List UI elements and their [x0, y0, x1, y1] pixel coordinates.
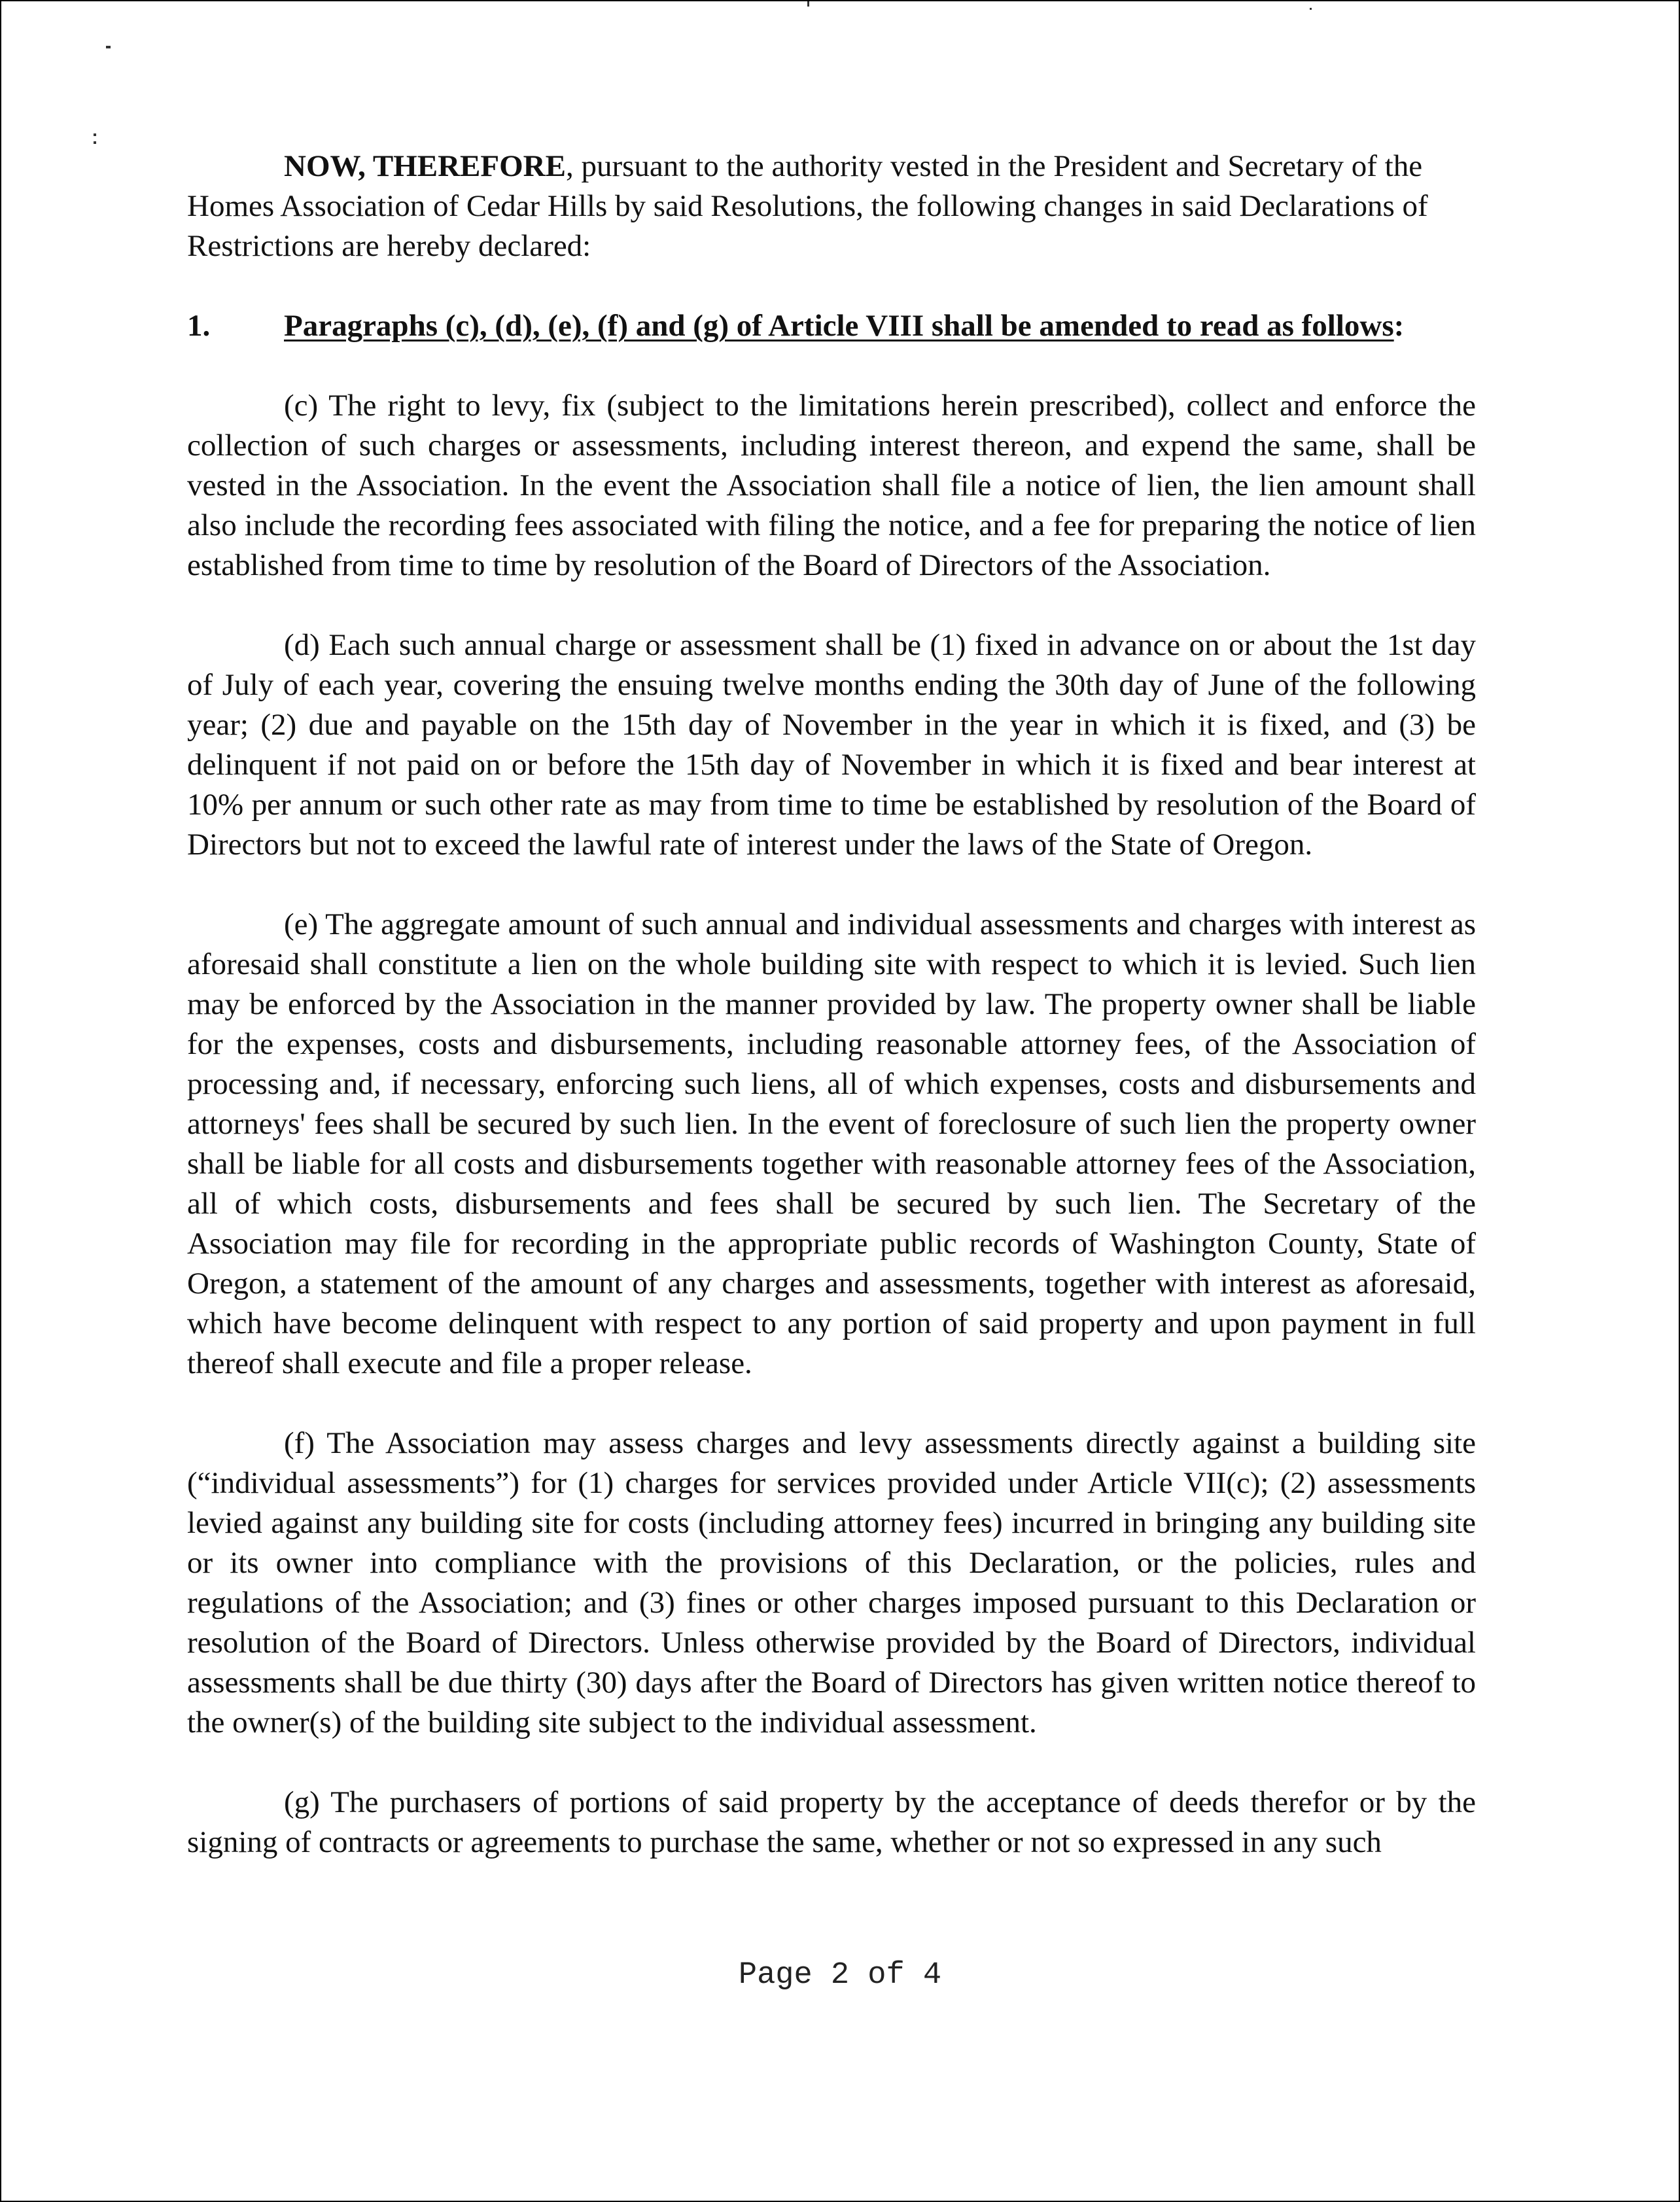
document-body: [187, 147, 1476, 1862]
section-heading-text: [284, 306, 1404, 346]
paragraph-e: (e) The aggregate amount of such annual and individual assessments and charges with interest as aforesaid shall constitute a lien on the whole building site with respect to which it is levied. Such lien may be enforced by the Association in the manner provided by law. The property owner shall be liable for the expenses, costs and disbursements, including reasonable attorney fees, of the Association of processing and, if necessary, enforcing such liens, all of which expenses, costs and disbursements and attorneys' fees shall be secured by such lien. In the event of foreclosure of such lien the property owner shall be liable for all costs and disbursements together with reasonable attorney fees of the Association, all of which costs, disbursements and fees shall be secured by such lien. The Secretary of the Association may file for recording in the appropriate public records of Washington County, State of Oregon, a statement of the amount of any charges and assessments, together with interest as aforesaid, which have become delinquent with respect to any portion of said property and upon payment in full thereof shall execute and file a proper release.: [187, 907, 1476, 1380]
paragraph-g: (g) The purchasers of portions of said property by the acceptance of deeds therefor or by the signing of contracts or agreements to purchase the same, whether or not so expressed in any such: [187, 1785, 1476, 1859]
page-number: Page 2 of 4: [738, 1958, 942, 1993]
paragraph-f: (f) The Association may assess charges and levy assessments directly against a building site (“individual assessments”) for (1) charges for services provided under Article VII(c); (2) assessments levied against any building site for costs (including attorney fees) incurred in bringing any building site or its owner into compliance with the provisions of this Declaration, or the policies, rules and regulations of the Association; and (3) fines or other charges imposed pursuant to this Declaration or resolution of the Board of Directors. Unless otherwise provided by the Board of Directors, individual assessments shall be due thirty (30) days after the Board of Directors has given written notice thereof to the owner(s) of the building site subject to the individual assessment.: [187, 1426, 1476, 1739]
paragraph-d: (d) Each such annual charge or assessment shall be (1) fixed in advance on or about the 1st day of July of each year, covering the ensuing twelve months ending the 30th day of June of the following year; (2) due and payable on the 15th day of November in the year in which it is fixed, and (3) be delinquent if not paid on or before the 15th day of November in which it is fixed and bear interest at 10% per annum or such other rate as may from time to time be established by resolution of the Board of Directors but not to exceed the lawful rate of interest under the laws of the State of Oregon.: [187, 628, 1476, 862]
section-heading: [187, 306, 1476, 346]
intro-paragraph: [187, 147, 1476, 266]
intro-lead: NOW, THEREFORE: [284, 149, 566, 183]
section-title: Paragraphs (c), (d), (e), (f) and (g) of Article VIII shall be amended to read as follows: [284, 309, 1394, 343]
section-title-suffix: :: [1393, 309, 1405, 343]
paragraph-c: (c) The right to levy, fix (subject to the limitations herein prescribed), collect and enforce the collection of such charges or assessments, including interest thereon, and expend the same, shall be vested in the Association. In the event the Association shall file a notice of lien, the lien amount shall also include the recording fees associated with filing the notice, and a fee for preparing the notice of lien established from time to time by resolution of the Board of Directors of the Association.: [187, 389, 1476, 582]
intro-text: , pursuant to the authority vested in the President and Secretary of the Homes Association of Cedar Hills by said Resolutions, the following changes in said Declarations of Restrictions are hereby declared:: [187, 149, 1428, 263]
section-number: 1.: [187, 309, 211, 343]
